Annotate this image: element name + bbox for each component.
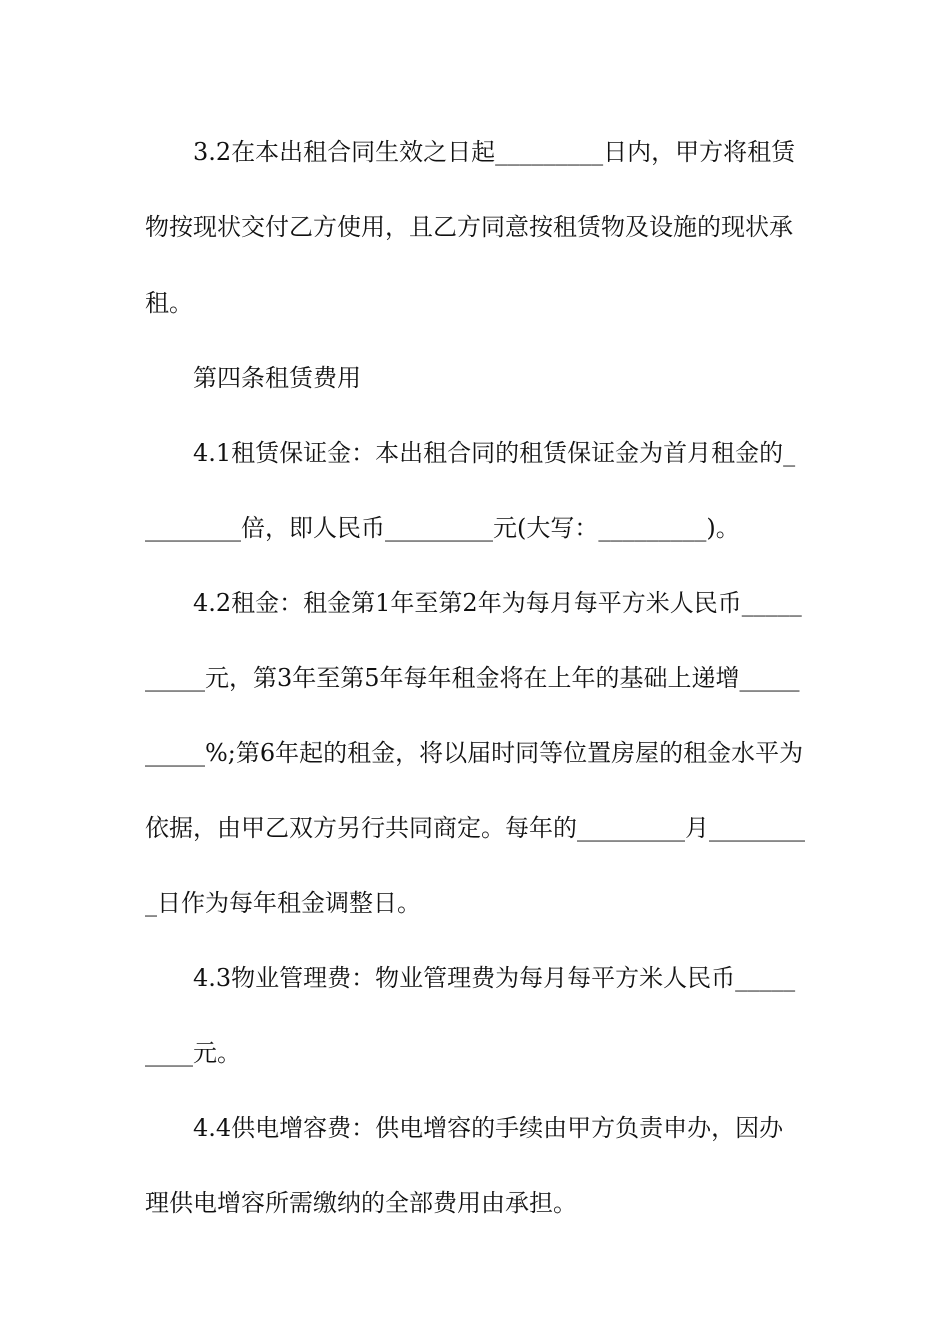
paragraph-4-3-line-1: 4.3物业管理费：物业管理费为每月每平方米人民币_____ <box>193 964 796 992</box>
paragraph-4-1-line-1: 4.1租赁保证金：本出租合同的租赁保证金为首月租金的_ <box>193 439 796 467</box>
paragraph-3-2-line-1: 3.2在本出租合同生效之日起_________日内，甲方将租赁 <box>193 138 796 166</box>
paragraph-3-2-line-3: 租。 <box>145 289 193 317</box>
paragraph-4-3-line-2: ____元。 <box>145 1039 241 1067</box>
section-heading-article-4: 第四条租赁费用 <box>193 364 361 392</box>
paragraph-4-4-line-2: 理供电增容所需缴纳的全部费用由承担。 <box>145 1189 577 1217</box>
paragraph-4-2-line-4: 依据，由甲乙双方另行共同商定。每年的_________月________ <box>145 814 805 842</box>
paragraph-4-2-line-3: _____%;第6年起的租金，将以届时同等位置房屋的租金水平为 <box>145 739 804 767</box>
paragraph-3-2-line-2: 物按现状交付乙方使用，且乙方同意按租赁物及设施的现状承 <box>145 213 793 241</box>
paragraph-4-2-line-2: _____元，第3年至第5年每年租金将在上年的基础上递增_____ <box>145 664 800 692</box>
paragraph-4-1-line-2: ________倍，即人民币_________元(大写：_________)。 <box>145 514 740 542</box>
paragraph-4-2-line-1: 4.2租金：租金第1年至第2年为每月每平方米人民币_____ <box>193 589 802 617</box>
paragraph-4-2-line-5: _日作为每年租金调整日。 <box>145 889 421 917</box>
paragraph-4-4-line-1: 4.4供电增容费：供电增容的手续由甲方负责申办，因办 <box>193 1114 784 1142</box>
